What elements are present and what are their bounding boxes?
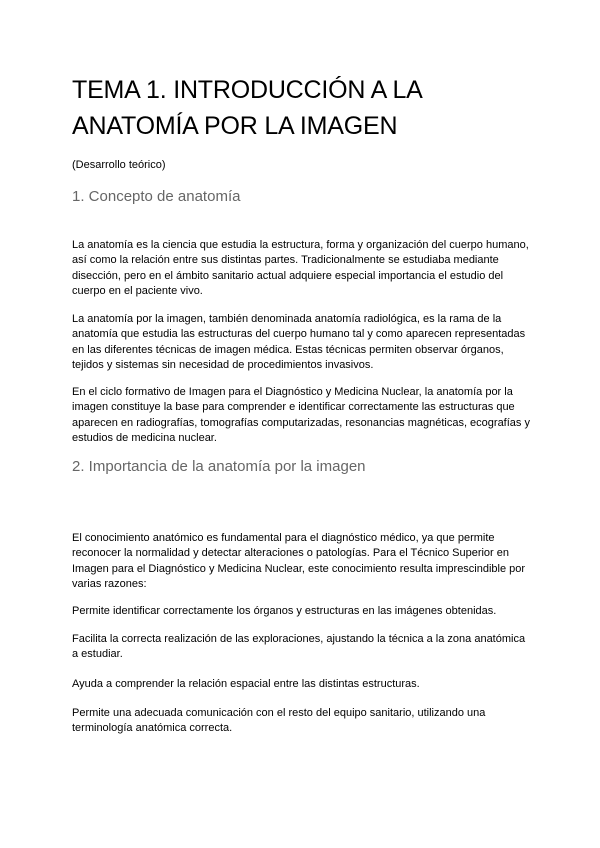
section-2-heading: 2. Importancia de la anatomía por la imagen xyxy=(72,458,366,475)
section-2-paragraph-5: Permite una adecuada comunicación con el resto del equipo sanitario, utilizando una terminología anatómica correcta. xyxy=(72,707,486,735)
section-2-paragraph-2: Permite identificar correctamente los órganos y estructuras en las imágenes obtenidas. xyxy=(72,605,497,617)
section-2-paragraph-3: Facilita la correcta realización de las exploraciones, ajustando la técnica a la zona anatómica a estudiar. xyxy=(72,633,526,661)
section-1-paragraph-3: En el ciclo formativo de Imagen para el Diagnóstico y Medicina Nuclear, la anatomía por la imagen constituye la base para comprender e identificar correctamente las estructuras que aparecen en radiografías, tomografías computarizadas, resonancias magnéticas, ecografías y estudios de medicina nuclear. xyxy=(72,386,530,445)
document-title: TEMA 1. INTRODUCCIÓN A LA ANATOMÍA POR LA IMAGEN xyxy=(72,76,422,140)
section-1-heading: 1. Concepto de anatomía xyxy=(72,188,241,205)
section-1-paragraph-1: La anatomía es la ciencia que estudia la estructura, forma y organización del cuerpo humano, así como la relación entre sus distintas partes. Tradicionalmente se estudiaba mediante disección, pero en el ámbito sanitario actual adquiere especial importancia el estudio del cuerpo en el paciente vivo. xyxy=(72,239,529,298)
document-subtitle: (Desarrollo teórico) xyxy=(72,159,166,171)
section-2-paragraph-1: El conocimiento anatómico es fundamental para el diagnóstico médico, ya que permite reconocer la normalidad y detectar alteraciones o patologías. Para el Técnico Superior en Imagen para el Diagnóstico y Medicina Nuclear, este conocimiento resulta imprescindible por varias razones: xyxy=(72,532,526,591)
section-1-paragraph-2: La anatomía por la imagen, también denominada anatomía radiológica, es la rama de la anatomía que estudia las estructuras del cuerpo humano tal y como aparecen representadas en las diferentes técnicas de imagen médica. Estas técnicas permiten observar órganos, tejidos y sistemas sin necesidad de procedimientos invasivos. xyxy=(72,313,526,372)
section-2-paragraph-4: Ayuda a comprender la relación espacial entre las distintas estructuras. xyxy=(72,678,420,690)
